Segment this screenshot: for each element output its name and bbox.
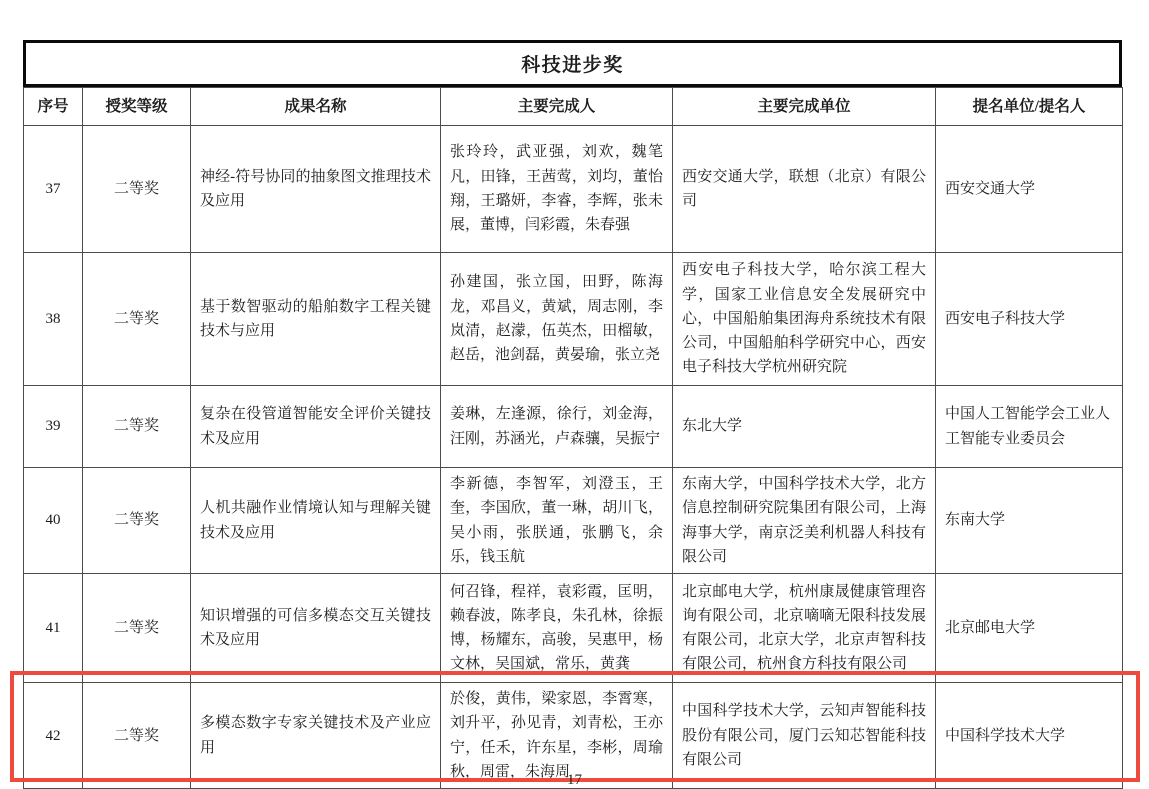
column-header-level: 授奖等级 (83, 88, 191, 126)
cell-no: 39 (24, 386, 83, 468)
cell-people: 孙建国，张立国，田野，陈海龙，邓昌义，黄斌，周志刚，李岚清，赵濛，伍英杰，田榴敏，赵岳，池剑磊，黄晏瑜，张立尧 (441, 253, 673, 386)
awards-grid (23, 87, 1123, 789)
cell-level: 二等奖 (83, 386, 191, 468)
cell-no: 42 (24, 683, 83, 789)
cell-units: 北京邮电大学，杭州康晟健康管理咨询有限公司，北京嘀嘀无限科技发展有限公司，北京大学，北京声智科技有限公司，杭州食方科技有限公司 (673, 574, 936, 683)
cell-no: 37 (24, 126, 83, 253)
cell-level: 二等奖 (83, 683, 191, 789)
cell-level: 二等奖 (83, 468, 191, 574)
cell-name: 基于数智驱动的船舶数字工程关键技术与应用 (191, 253, 441, 386)
cell-no: 41 (24, 574, 83, 683)
cell-nominator: 东南大学 (936, 468, 1123, 574)
cell-nominator: 中国科学技术大学 (936, 683, 1123, 789)
column-header-no: 序号 (24, 88, 83, 126)
header-row (24, 88, 1123, 126)
cell-no: 40 (24, 468, 83, 574)
cell-people: 李新德，李智军，刘澄玉，王奎，李国欣，董一琳，胡川飞，吴小雨，张朕通，张鹏飞，余乐，钱玉航 (441, 468, 673, 574)
column-header-nominator: 提名单位/提名人 (936, 88, 1123, 126)
cell-units: 西安电子科技大学，哈尔滨工程大学，国家工业信息安全发展研究中心，中国船舶集团海舟系统技术有限公司，中国船舶科学研究中心，西安电子科技大学杭州研究院 (673, 253, 936, 386)
table-row-37 (24, 126, 1123, 253)
cell-units: 东南大学，中国科学技术大学，北方信息控制研究院集团有限公司，上海海事大学，南京泛美利机器人科技有限公司 (673, 468, 936, 574)
cell-nominator: 北京邮电大学 (936, 574, 1123, 683)
cell-units: 西安交通大学，联想（北京）有限公司 (673, 126, 936, 253)
cell-name: 知识增强的可信多模态交互关键技术及应用 (191, 574, 441, 683)
page-number: 17 (567, 772, 582, 788)
cell-name: 多模态数字专家关键技术及产业应用 (191, 683, 441, 789)
cell-units: 中国科学技术大学，云知声智能科技股份有限公司，厦门云知芯智能科技有限公司 (673, 683, 936, 789)
table-title (23, 40, 1122, 87)
cell-people: 张玲玲，武亚强，刘欢，魏笔凡，田锋，王茜莺，刘均，董怡翔，王璐妍，李睿，李辉，张未展，董博，闫彩霞，朱春强 (441, 126, 673, 253)
cell-nominator: 西安交通大学 (936, 126, 1123, 253)
cell-people: 於俊，黄伟，梁家恩，李霄寒，刘升平，孙见青，刘青松，王亦宁，任禾，许东星，李彬，周瑜秋，周雷，朱海周 (441, 683, 673, 789)
cell-people: 姜琳，左逢源，徐行，刘金海，汪刚，苏涵光，卢森骧，吴振宁 (441, 386, 673, 468)
cell-name: 人机共融作业情境认知与理解关键技术及应用 (191, 468, 441, 574)
cell-nominator: 西安电子科技大学 (936, 253, 1123, 386)
award-table (23, 40, 1122, 789)
column-header-name: 成果名称 (191, 88, 441, 126)
cell-level: 二等奖 (83, 574, 191, 683)
column-header-people: 主要完成人 (441, 88, 673, 126)
table-row-38 (24, 253, 1123, 386)
table-title-text: 科技进步奖 (521, 55, 624, 76)
table-row-40 (24, 468, 1123, 574)
cell-name: 神经-符号协同的抽象图文推理技术及应用 (191, 126, 441, 253)
cell-no: 38 (24, 253, 83, 386)
cell-level: 二等奖 (83, 253, 191, 386)
cell-level: 二等奖 (83, 126, 191, 253)
table-row-39 (24, 386, 1123, 468)
column-header-units: 主要完成单位 (673, 88, 936, 126)
cell-name: 复杂在役管道智能安全评价关键技术及应用 (191, 386, 441, 468)
cell-units: 东北大学 (673, 386, 936, 468)
cell-nominator: 中国人工智能学会工业人工智能专业委员会 (936, 386, 1123, 468)
cell-people: 何召锋，程祥，袁彩霞，匡明，赖春波，陈孝良，朱孔林，徐振博，杨耀东，高骏，吴惠甲，杨文林，吴国斌，常乐，黄龚 (441, 574, 673, 683)
table-row-41 (24, 574, 1123, 683)
